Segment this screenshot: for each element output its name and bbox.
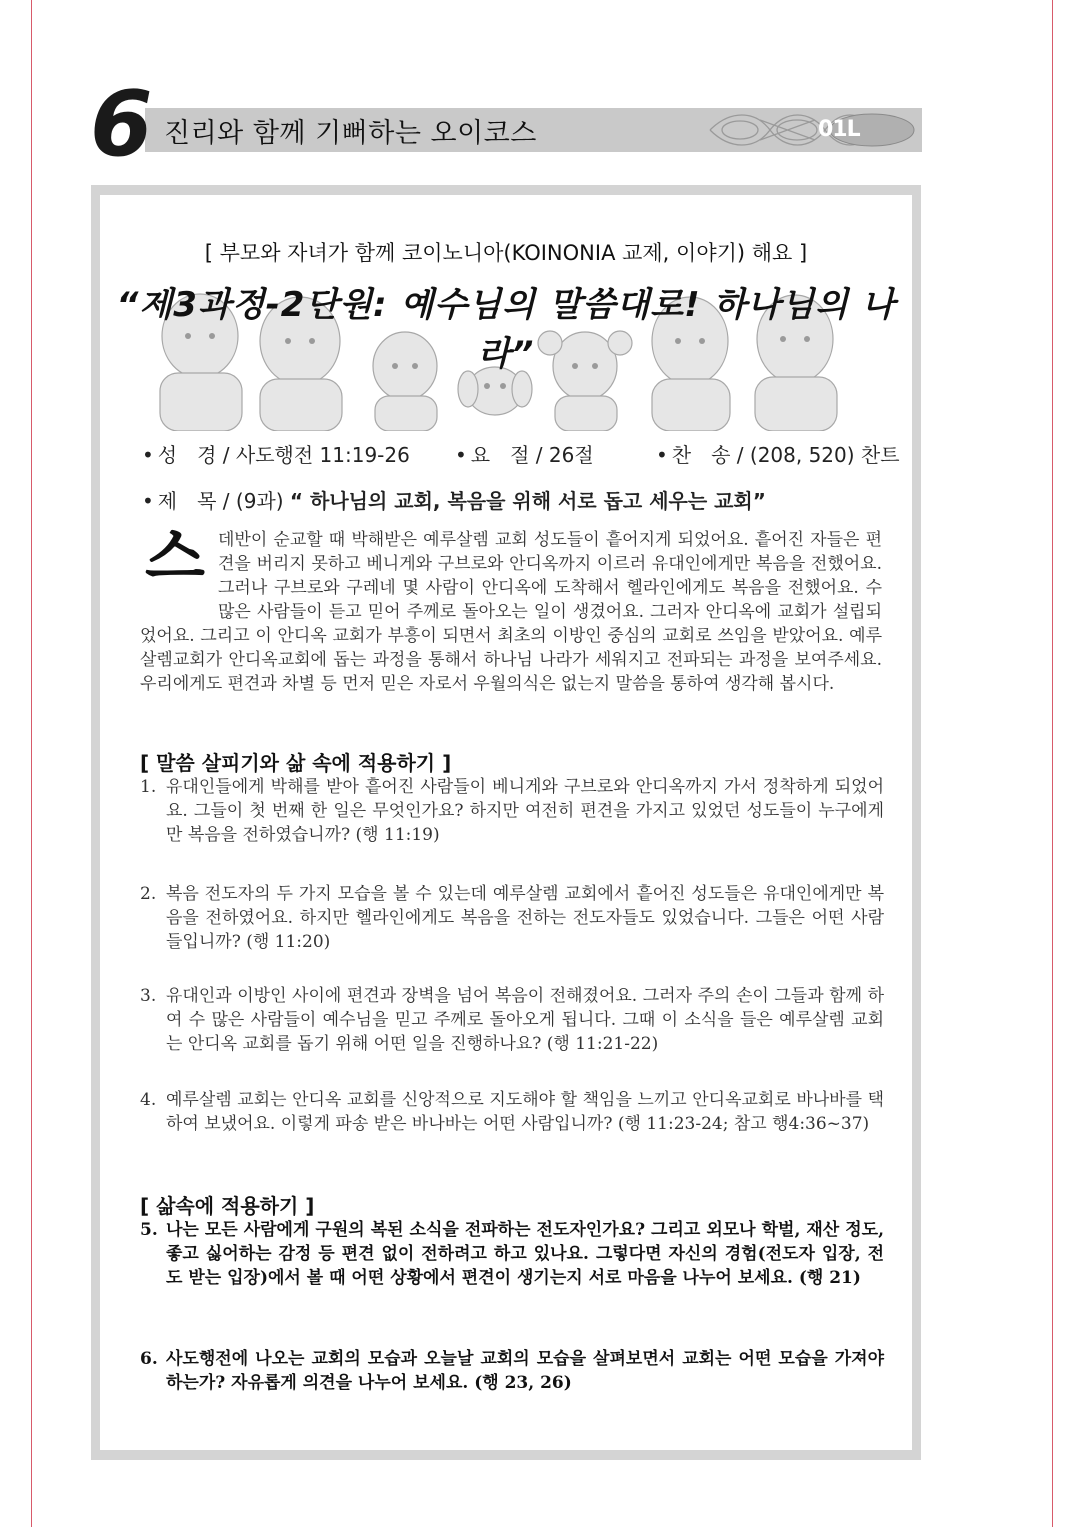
question-text: 유대인과 이방인 사이에 편견과 장벽을 넘어 복음이 전해졌어요. 그러자 주의 손이 그들과 함께 하여 수 많은 사람들이 예수님을 믿고 주께로 돌아오게 됩니다. 그때 이 소식을 들은 예루살렘 교회는 안디옥 교회를 돕기 위해 어떤 일을 진행하나요? (행 11:21-22) — [166, 986, 884, 1054]
question-number: 1. — [140, 777, 157, 797]
hymn-label: 찬 송 — [671, 443, 731, 467]
question-number: 6. — [140, 1349, 158, 1369]
section-heading-1: [ 말씀 살피기와 삶 속에 적용하기 ] — [140, 751, 452, 775]
question-text: 복음 전도자의 두 가지 모습을 볼 수 있는데 예루살렘 교회에서 흩어진 성도들은 유대인에게만 복음을 전하였어요. 하지만 헬라인에게도 복음을 전하는 전도자들도 있었습니다. 그들은 어떤 사람들입니까? (행 11:20) — [166, 884, 884, 952]
question-number: 3. — [140, 986, 157, 1006]
topic-label: 제 목 — [157, 489, 217, 513]
question-4 — [140, 1088, 884, 1136]
content-panel — [100, 195, 912, 1450]
question-text: 유대인들에게 박해를 받아 흩어진 사람들이 베니게와 구브로와 안디옥까지 가서 정착하게 되었어요. 그들이 첫 번째 한 일은 무엇인가요? 하지만 여전히 편견을 가지고 있었던 성도들이 누구에게만 복음을 전하였습니까? (행 11:19) — [166, 777, 884, 845]
ornament-icon — [700, 108, 920, 152]
verse-info: • 요 절 / 26절 — [455, 443, 594, 467]
lesson-code: 01L — [818, 117, 860, 142]
question-text: 나는 모든 사람에게 구원의 복된 소식을 전파하는 전도자인가요? 그리고 외모나 학벌, 재산 정도, 좋고 싫어하는 감정 등 편견 없이 전하려고 하고 있나요. 그렇다면 자신의 경험(전도자 입장, 전도 받는 입장)에서 볼 때 어떤 상황에서 편견이 생기는지 서로 마음을 나누어 보세요. (행 21) — [166, 1220, 884, 1288]
question-text: 예루살렘 교회는 안디옥 교회를 신앙적으로 지도해야 할 책임을 느끼고 안디옥교회로 바나바를 택하여 보냈어요. 이렇게 파송 받은 바나바는 어떤 사람입니까? (행 11:23-24; 참고 행4:36~37) — [166, 1090, 884, 1134]
scripture-info: • 성 경 / 사도행전 11:19-26 — [142, 443, 410, 467]
scripture-value: 사도행전 11:19-26 — [235, 443, 410, 467]
topic-lesson: (9과) — [235, 489, 284, 513]
question-number: 2. — [140, 884, 157, 904]
crop-mark-left — [31, 0, 32, 1527]
hymn-info: • 찬 송 / (208, 520) 찬트 — [656, 443, 900, 467]
question-number: 5. — [140, 1220, 158, 1240]
crop-mark-right — [1052, 0, 1053, 1527]
question-1 — [140, 775, 884, 847]
question-3 — [140, 984, 884, 1056]
verse-value: 26절 — [548, 443, 594, 467]
page-header — [90, 72, 922, 177]
dropcap-letter: 스 — [145, 520, 205, 593]
lesson-title: “제3과정-2단원: 예수님의 말씀대로! 하나님의 나라” — [116, 285, 896, 374]
info-row-topic: • 제 목 / (9과) “ 하나님의 교회, 복음을 위해 서로 돕고 세우는 교회” — [142, 489, 766, 513]
content-frame — [91, 185, 921, 1460]
scripture-label: 성 경 — [157, 443, 217, 467]
intro-paragraph — [140, 520, 882, 696]
question-2 — [140, 882, 884, 954]
verse-label: 요 절 — [470, 443, 530, 467]
hymn-value: (208, 520) 찬트 — [749, 443, 900, 467]
chapter-number: 6 — [90, 72, 153, 177]
question-6 — [140, 1347, 884, 1395]
chapter-title: 진리와 함께 기뻐하는 오이코스 — [164, 118, 537, 149]
intro-text: 데반이 순교할 때 박해받은 예루살렘 교회 성도들이 흩어지게 되었어요. 흩어진 자들은 편견을 버리지 못하고 베니게와 구브로와 안디옥까지 이르러 유대인에게만 복음을 전했어요. 그러나 구브로와 구레네 몇 사람이 안디옥에 도착해서 헬라인에게도 복음을 전했어요. 수 많은 사람들이 듣고 믿어 주께로 돌아오는 일이 생겼어요. 그러자 안디옥에 교회가 설립되었어요. 그리고 이 안디옥 교회가 부흥이 되면서 최초의 이방인 중심의 교회로 쓰임을 받았어요. 예루살렘교회가 안디옥교회에 돕는 과정을 통해서 하나님 나라가 세워지고 전파되는 과정을 보여주세요. 우리에게도 편견과 차별 등 먼저 믿은 자로서 우월의식은 없는지 말씀을 통하여 생각해 봅시다. — [140, 530, 882, 694]
section-heading-2: [ 삶속에 적용하기 ] — [140, 1194, 315, 1218]
question-number: 4. — [140, 1090, 157, 1110]
koinonia-subtitle: [ 부모와 자녀가 함께 코이노니아(KOINONIA 교제, 이야기) 해요 ] — [204, 241, 808, 265]
dropcap — [140, 520, 210, 604]
question-5 — [140, 1218, 884, 1290]
question-text: 사도행전에 나오는 교회의 모습과 오늘날 교회의 모습을 살펴보면서 교회는 어떤 모습을 가져야 하는가? 자유롭게 의견을 나누어 보세요. (행 23, 26) — [166, 1349, 884, 1393]
topic-title: “ 하나님의 교회, 복음을 위해 서로 돕고 세우는 교회” — [289, 489, 766, 513]
